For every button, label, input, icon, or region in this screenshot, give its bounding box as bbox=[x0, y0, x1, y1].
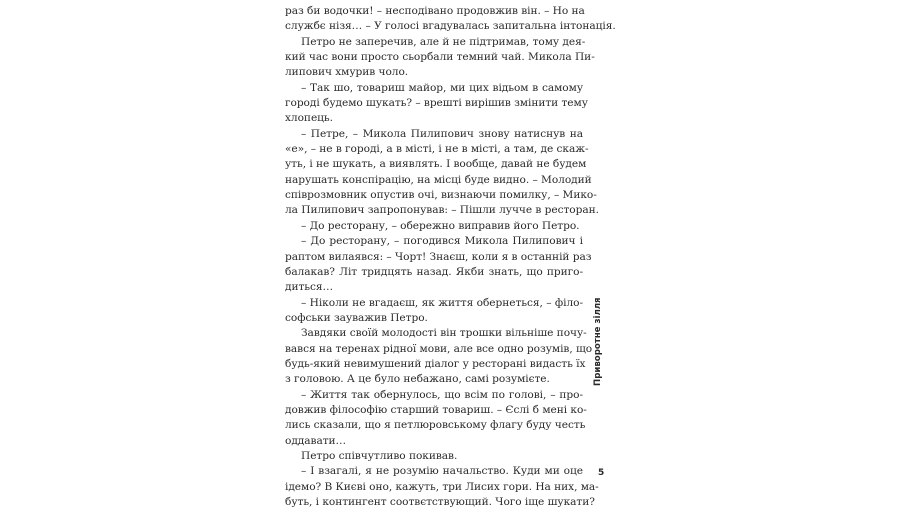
text-line: – Ніколи не вгадаєш, як життя обернеться, – філо- bbox=[301, 296, 583, 309]
text-line: оддавати… bbox=[285, 434, 347, 447]
page-number: 5 bbox=[598, 468, 605, 478]
text-line: – І взагалі, я не розумію начальство. Куди ми оце bbox=[301, 465, 583, 478]
text-line: городі будемо шукать? – врешті вирішив змінити тему bbox=[285, 97, 588, 110]
text-line: нарушать конспірацію, на місці буде видно. – Молодий bbox=[285, 173, 592, 186]
text-line: липович хмурив чоло. bbox=[285, 66, 409, 79]
text-line: Петро не заперечив, але й не підтримав, тому дея- bbox=[301, 35, 586, 48]
text-line: ідемо? В Києві оно, кажуть, три Лисих гори. На них, ма- bbox=[285, 480, 599, 493]
text-line: Завдяки своїй молодості він трошки вільніше почу- bbox=[301, 327, 587, 340]
text-line: «е», – не в городі, а в місті, і не в місті, а там, де скаж- bbox=[285, 143, 589, 156]
running-title: Приворотне зілля bbox=[593, 297, 603, 386]
text-line: – Так шо, товариш майор, ми цих відьом в самому bbox=[301, 81, 583, 94]
text-line: софськи зауважив Петро. bbox=[285, 311, 428, 324]
text-line: балакав? Літ тридцять назад. Якби знать, що приго- bbox=[285, 265, 583, 278]
text-line: – До ресторану, – обережно виправив його Петро. bbox=[301, 219, 580, 232]
text-line: Петро співчутливо покивав. bbox=[301, 449, 458, 462]
text-line: – Петре, – Микола Пилипович знову натиснув на bbox=[301, 127, 583, 140]
text-line: службє нізя… – У голосі вгадувалась запитальна інтонація. bbox=[285, 20, 616, 33]
text-line: раз би водочки! – несподівано продовжив він. – Но на bbox=[285, 5, 585, 17]
text-line: раптом вилаявся: – Чорт! Знаєш, коли я в останній раз bbox=[285, 250, 592, 263]
text-line: з головою. А це було небажано, самі розумієте. bbox=[285, 373, 550, 386]
text-line: диться… bbox=[285, 281, 334, 294]
text-line: довжив філософію старший товариш. – Єслі б мені ко- bbox=[285, 403, 587, 416]
text-line: ла Пилипович запропонував: – Пішли лучче в ресторан. bbox=[285, 204, 599, 217]
text-line: будь-який невимушений діалог у ресторані видасть їх bbox=[285, 357, 586, 370]
text-line: кий час вони просто сьорбали темний чай. Микола Пи- bbox=[285, 51, 595, 64]
text-line: вався на теренах рідної мови, але все одно розумів, що bbox=[285, 342, 593, 355]
text-line: уть, і не шукать, а виявлять. І вообще, давай не будем bbox=[285, 158, 587, 171]
text-line: співрозмовник опустив очі, визнаючи помилку, – Мико- bbox=[285, 189, 597, 202]
text-line: лись сказали, що я петлюровському флагу буду честь bbox=[285, 419, 586, 432]
text-line: хлопець. bbox=[285, 112, 333, 125]
text-line: буть, і контингент соотвєтствующий. Чого іще шукати? bbox=[285, 496, 595, 508]
text-line: – До ресторану, – погодився Микола Пилипович і bbox=[301, 235, 583, 248]
text-line: – Життя так обернулось, що всім по голові, – про- bbox=[301, 388, 583, 401]
